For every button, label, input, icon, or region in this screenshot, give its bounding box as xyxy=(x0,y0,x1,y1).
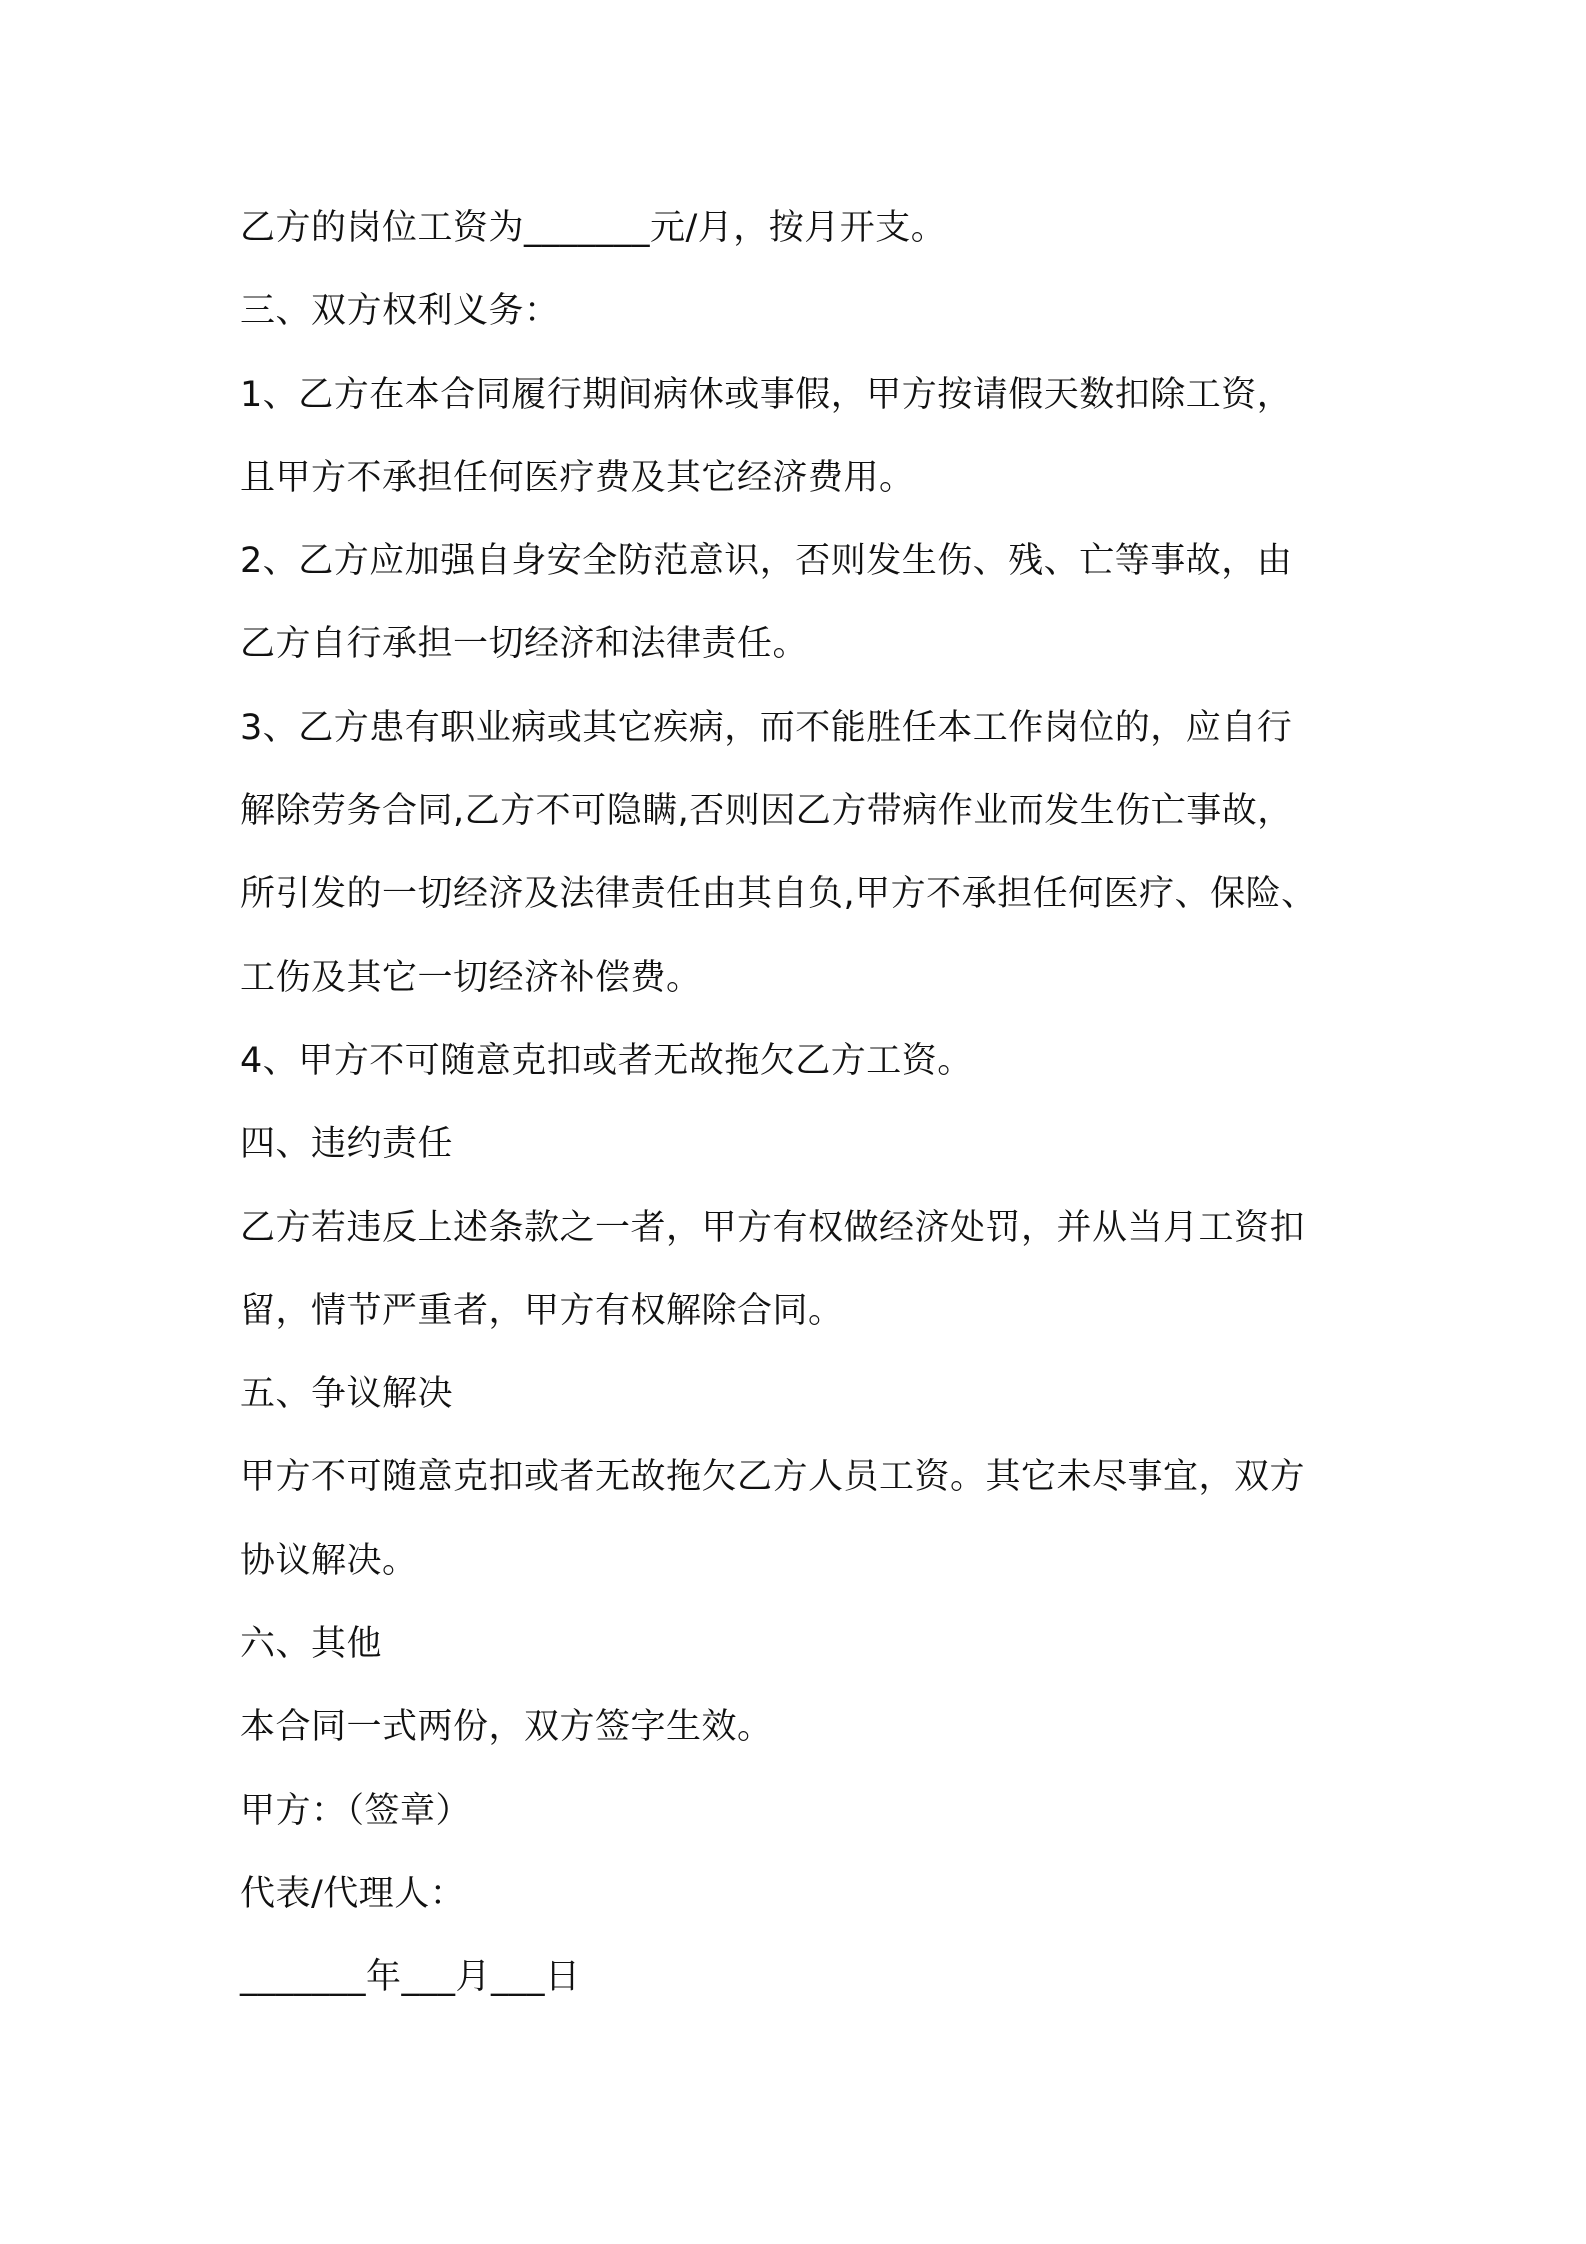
clause-2-line-1: 2、乙方应加强自身安全防范意识，否则发生伤、残、亡等事故，由 xyxy=(240,541,1293,582)
party-a-signature: 甲方：（签章） xyxy=(240,1790,472,1831)
section-4-heading: 四、违约责任 xyxy=(240,1124,454,1165)
clause-3-line-2: 解除劳务合同,乙方不可隐瞒,否则因乙方带病作业而发生伤亡事故， xyxy=(240,791,1293,832)
representative-signature: 代表/代理人： xyxy=(240,1873,466,1914)
section-5-heading: 五、争议解决 xyxy=(240,1374,454,1415)
breach-text-line-1: 乙方若违反上述条款之一者，甲方有权做经济处罚，并从当月工资扣 xyxy=(240,1207,1306,1248)
clause-3-line-4: 工伤及其它一切经济补偿费。 xyxy=(240,957,702,998)
date-line: _______年___月___日 xyxy=(240,1957,581,1998)
section-3-heading: 三、双方权利义务： xyxy=(240,291,560,332)
dispute-text-line-1: 甲方不可随意克扣或者无故拖欠乙方人员工资。其它未尽事宜，双方 xyxy=(240,1457,1306,1498)
clause-2-line-2: 乙方自行承担一切经济和法律责任。 xyxy=(240,624,809,665)
section-6-heading: 六、其他 xyxy=(240,1624,383,1665)
salary-clause: 乙方的岗位工资为_______元/月，按月开支。 xyxy=(240,208,947,248)
clause-3-line-1: 3、乙方患有职业病或其它疾病，而不能胜任本工作岗位的，应自行 xyxy=(240,707,1293,748)
dispute-text-line-2: 协议解决。 xyxy=(240,1540,418,1581)
clause-4: 4、甲方不可随意克扣或者无故拖欠乙方工资。 xyxy=(240,1040,973,1081)
clause-1-line-1: 1、乙方在本合同履行期间病休或事假，甲方按请假天数扣除工资， xyxy=(240,374,1293,415)
copies-clause: 本合同一式两份，双方签字生效。 xyxy=(240,1707,773,1748)
clause-3-line-3: 所引发的一切经济及法律责任由其自负,甲方不承担任何医疗、保险、 xyxy=(240,874,1317,915)
breach-text-line-2: 留，情节严重者，甲方有权解除合同。 xyxy=(240,1290,844,1331)
clause-1-line-2: 且甲方不承担任何医疗费及其它经济费用。 xyxy=(240,457,915,498)
contract-body xyxy=(240,196,1360,2029)
